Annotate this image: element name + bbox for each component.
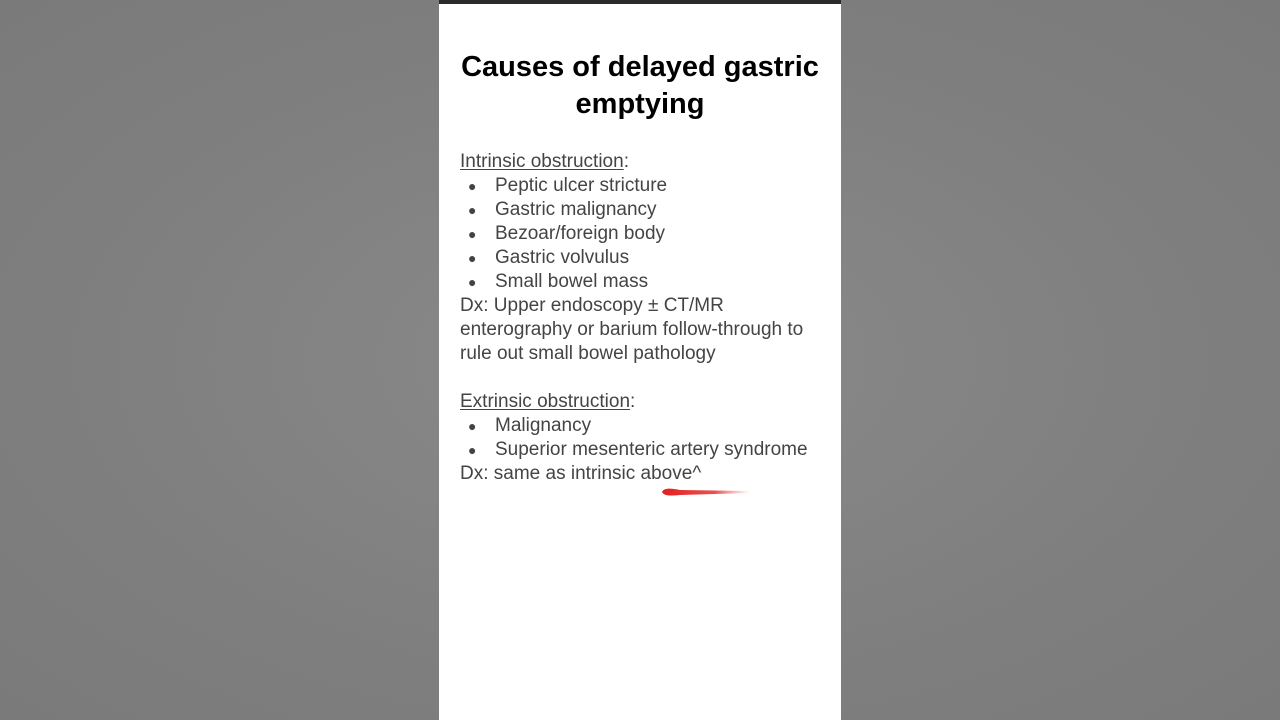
bullet-icon: ● xyxy=(468,226,477,242)
list-item-text: Malignancy xyxy=(495,415,592,436)
intrinsic-dx: Dx: Upper endoscopy ± CT/MR enterography or barium follow-through to rule out small bowel pathology xyxy=(460,295,804,364)
list-item xyxy=(460,198,832,222)
top-bar xyxy=(439,0,841,4)
intrinsic-heading-text: Intrinsic obstruction xyxy=(460,151,624,172)
bullet-icon: ● xyxy=(468,418,477,434)
bullet-icon: ● xyxy=(468,442,477,458)
intrinsic-heading-colon: : xyxy=(623,151,629,172)
list-item-text: Peptic ulcer stricture xyxy=(495,175,668,196)
list-item xyxy=(460,222,832,246)
list-item xyxy=(460,270,832,294)
intrinsic-list xyxy=(460,174,832,294)
list-item-text: Gastric volvulus xyxy=(495,247,630,268)
list-item-text: Bezoar/foreign body xyxy=(495,223,666,244)
extrinsic-heading-colon: : xyxy=(630,391,636,412)
list-item xyxy=(460,174,832,198)
list-item-text: Superior mesenteric artery syndrome xyxy=(495,439,808,460)
list-item-text: Gastric malignancy xyxy=(495,199,657,220)
list-item xyxy=(460,438,832,462)
bullet-icon: ● xyxy=(468,274,477,290)
intrinsic-heading xyxy=(460,150,832,174)
list-item-text: Small bowel mass xyxy=(495,271,649,292)
bullet-icon: ● xyxy=(468,250,477,266)
bullet-icon: ● xyxy=(468,178,477,194)
bullet-icon: ● xyxy=(468,202,477,218)
document-page xyxy=(439,0,841,720)
section-spacer xyxy=(460,366,832,390)
list-item xyxy=(460,414,832,438)
extrinsic-list xyxy=(460,414,832,462)
page-title: Causes of delayed gastric emptying xyxy=(461,51,819,120)
list-item xyxy=(460,246,832,270)
document-content xyxy=(460,150,832,486)
extrinsic-heading xyxy=(460,390,832,414)
red-marker-stroke-icon xyxy=(660,486,752,498)
extrinsic-dx: Dx: same as intrinsic above^ xyxy=(460,463,702,484)
extrinsic-heading-text: Extrinsic obstruction xyxy=(460,391,631,412)
